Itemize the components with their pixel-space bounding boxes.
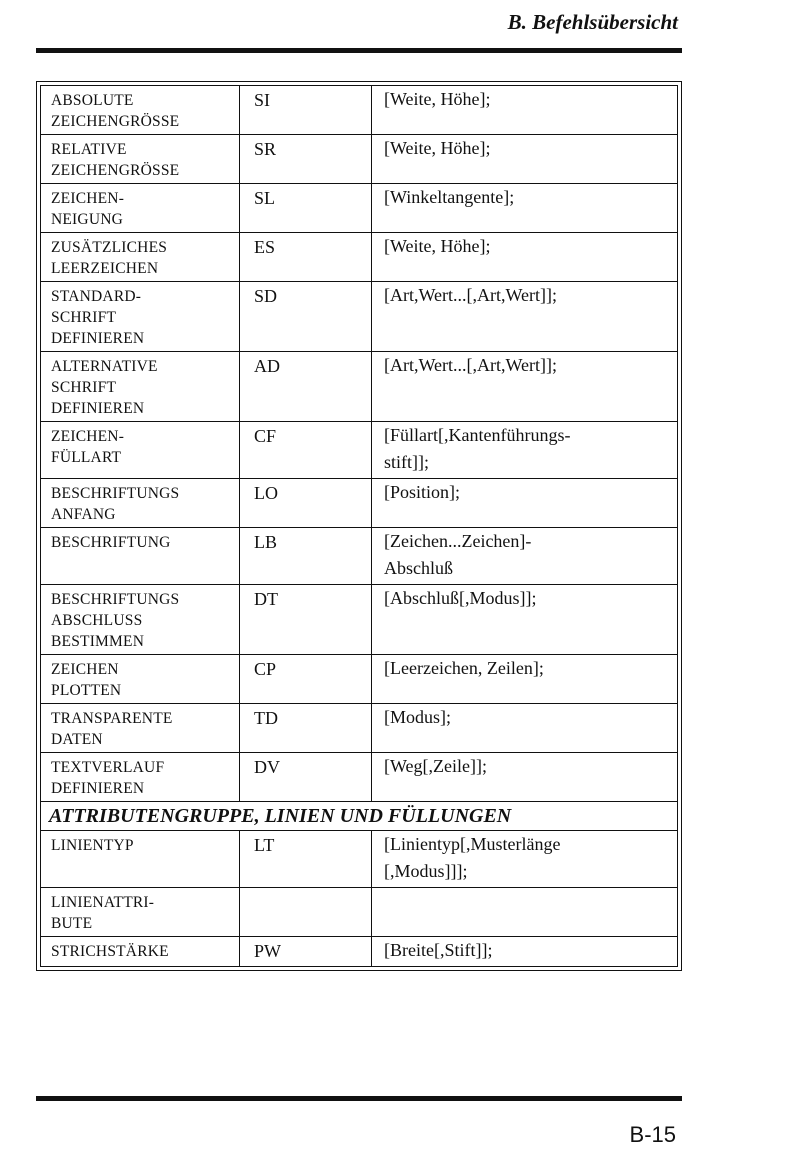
command-cell: BESCHRIFTUNG (41, 528, 240, 585)
command-table (40, 85, 678, 967)
table-row (41, 888, 678, 937)
table-row (41, 86, 678, 135)
command-table-frame (36, 81, 682, 971)
table-row (41, 528, 678, 585)
command-cell: ABSOLUTE ZEICHENGRÖSSE (41, 86, 240, 135)
footer-rule (36, 1096, 682, 1101)
command-table-body (41, 86, 678, 967)
group-title: ATTRIBUTENGRUPPE, LINIEN UND FÜLLUNGEN (41, 802, 678, 831)
parameters-cell: [Abschluß[,Modus]]; (372, 585, 678, 655)
table-row (41, 753, 678, 802)
table-row (41, 704, 678, 753)
abbreviation-cell: ES (240, 233, 372, 282)
parameters-cell: [Weite, Höhe]; (372, 86, 678, 135)
parameters-cell: [Position]; (372, 479, 678, 528)
table-row (41, 937, 678, 967)
parameters-cell: [Leerzeichen, Zeilen]; (372, 655, 678, 704)
table-row (41, 233, 678, 282)
abbreviation-cell: SL (240, 184, 372, 233)
page-header-title: B. Befehlsübersicht (507, 10, 678, 34)
command-cell: STANDARD- SCHRIFT DEFINIEREN (41, 282, 240, 352)
command-cell: BESCHRIFTUNGS ABSCHLUSS BESTIMMEN (41, 585, 240, 655)
command-cell: ZEICHEN- NEIGUNG (41, 184, 240, 233)
abbreviation-cell: SD (240, 282, 372, 352)
abbreviation-cell: LB (240, 528, 372, 585)
command-cell: TRANSPARENTE DATEN (41, 704, 240, 753)
abbreviation-cell: DT (240, 585, 372, 655)
parameters-cell: [Winkeltangente]; (372, 184, 678, 233)
parameters-cell: [Weg[,Zeile]]; (372, 753, 678, 802)
abbreviation-cell: CP (240, 655, 372, 704)
table-row (41, 184, 678, 233)
table-row (41, 352, 678, 422)
table-row (41, 479, 678, 528)
table-row (41, 655, 678, 704)
abbreviation-cell: LO (240, 479, 372, 528)
parameters-cell: [Weite, Höhe]; (372, 233, 678, 282)
abbreviation-cell: LT (240, 831, 372, 888)
parameters-cell: [Linientyp[,Musterlänge [,Modus]]]; (372, 831, 678, 888)
table-row (41, 585, 678, 655)
table-row (41, 135, 678, 184)
parameters-cell: [Weite, Höhe]; (372, 135, 678, 184)
header-rule (36, 48, 682, 53)
command-cell: ZUSÄTZLICHES LEERZEICHEN (41, 233, 240, 282)
table-row (41, 422, 678, 479)
command-cell: LINIENATTRI- BUTE (41, 888, 240, 937)
parameters-cell: [Breite[,Stift]]; (372, 937, 678, 967)
command-cell: ZEICHEN PLOTTEN (41, 655, 240, 704)
command-cell: LINIENTYP (41, 831, 240, 888)
command-cell: BESCHRIFTUNGS ANFANG (41, 479, 240, 528)
parameters-cell: [Art,Wert...[,Art,Wert]]; (372, 282, 678, 352)
group-header-row (41, 802, 678, 831)
abbreviation-cell (240, 888, 372, 937)
abbreviation-cell: SI (240, 86, 372, 135)
table-row (41, 831, 678, 888)
abbreviation-cell: PW (240, 937, 372, 967)
command-cell: STRICHSTÄRKE (41, 937, 240, 967)
command-cell: ZEICHEN- FÜLLART (41, 422, 240, 479)
parameters-cell: [Füllart[,Kantenführungs- stift]]; (372, 422, 678, 479)
parameters-cell: [Zeichen...Zeichen]- Abschluß (372, 528, 678, 585)
parameters-cell (372, 888, 678, 937)
abbreviation-cell: DV (240, 753, 372, 802)
abbreviation-cell: TD (240, 704, 372, 753)
command-cell: ALTERNATIVE SCHRIFT DEFINIEREN (41, 352, 240, 422)
command-cell: TEXTVERLAUF DEFINIEREN (41, 753, 240, 802)
page-number: B-15 (629, 1122, 676, 1147)
abbreviation-cell: CF (240, 422, 372, 479)
command-cell: RELATIVE ZEICHENGRÖSSE (41, 135, 240, 184)
abbreviation-cell: AD (240, 352, 372, 422)
parameters-cell: [Art,Wert...[,Art,Wert]]; (372, 352, 678, 422)
table-row (41, 282, 678, 352)
parameters-cell: [Modus]; (372, 704, 678, 753)
abbreviation-cell: SR (240, 135, 372, 184)
